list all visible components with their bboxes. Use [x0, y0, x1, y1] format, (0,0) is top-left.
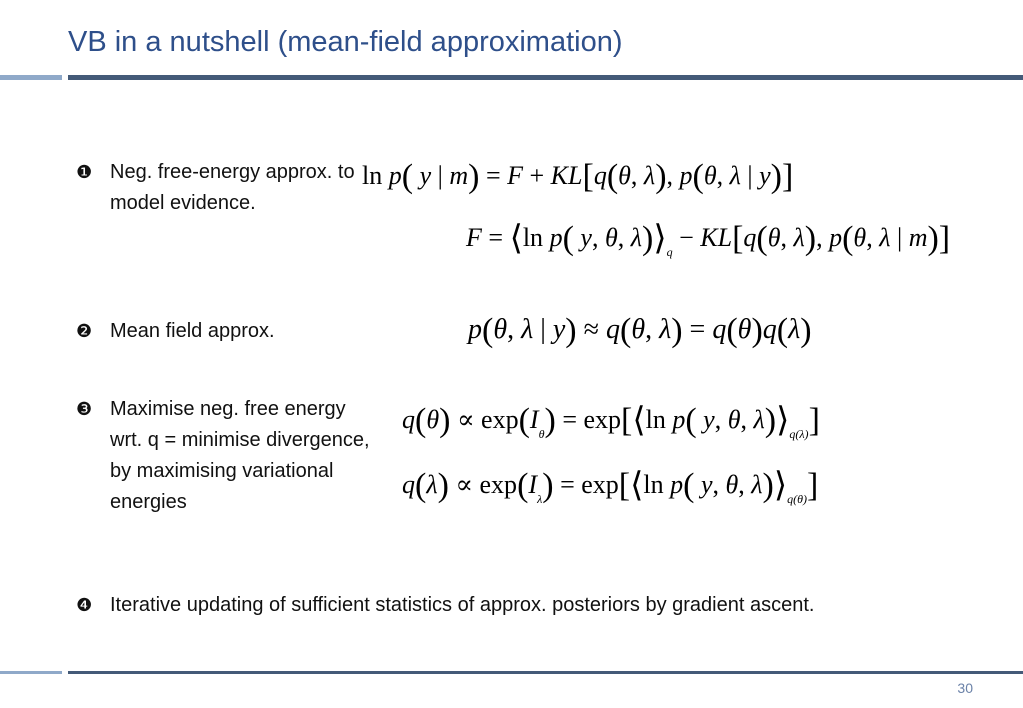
page-number: 30	[957, 680, 973, 696]
title-rule	[68, 75, 1023, 80]
bullet-2-text: Mean field approx.	[110, 320, 275, 342]
footer-rule-accent	[0, 671, 62, 674]
bullet-3-marker: ❸	[76, 399, 93, 419]
bullet-4-text: Iterative updating of sufficient statistics of approx. posteriors by gradient ascent.	[110, 594, 815, 616]
bullet-1-text: Neg. free-energy approx. to model evidence.	[110, 161, 355, 214]
bullet-4-marker: ❹	[76, 595, 93, 615]
title-rule-accent	[0, 75, 62, 80]
equation-q-theta: $q(\theta) \propto \exp(I_\theta)$ = exp[⟨ln p( y, θ, $\lambda)⟩_{q(\lambda)}$]	[402, 402, 820, 441]
bullet-2-marker: ❷	[76, 321, 93, 341]
bullet-2	[72, 316, 410, 347]
footer-rule	[68, 671, 1023, 674]
equation-q-lambda: $q(\lambda) \propto \exp(I_\lambda)$ = exp[⟨ln p( y, θ, $\lambda)⟩_{q(\theta)}$]	[402, 467, 819, 506]
bullet-3	[72, 394, 380, 518]
slide-title: VB in a nutshell (mean-field approximation)	[68, 26, 623, 58]
bullet-1-marker: ❶	[76, 162, 93, 182]
equation-log-evidence: ln p( y | m) = F + KL[q(θ, λ), p(θ, λ | y)]	[362, 158, 794, 195]
equation-free-energy: F = ⟨ln p( y, θ, $\lambda)⟩_q - KL[q(\theta$, λ), p(θ, λ | m)]	[466, 220, 951, 259]
bullet-4	[72, 590, 870, 621]
bullet-1	[72, 157, 400, 219]
bullet-3-text: Maximise neg. free energy wrt. q = minimise divergence, by maximising variational energies	[110, 398, 370, 513]
equation-mean-field: p(θ, λ | y) ≈ q(θ, λ) = q(θ)q(λ)	[468, 312, 812, 349]
